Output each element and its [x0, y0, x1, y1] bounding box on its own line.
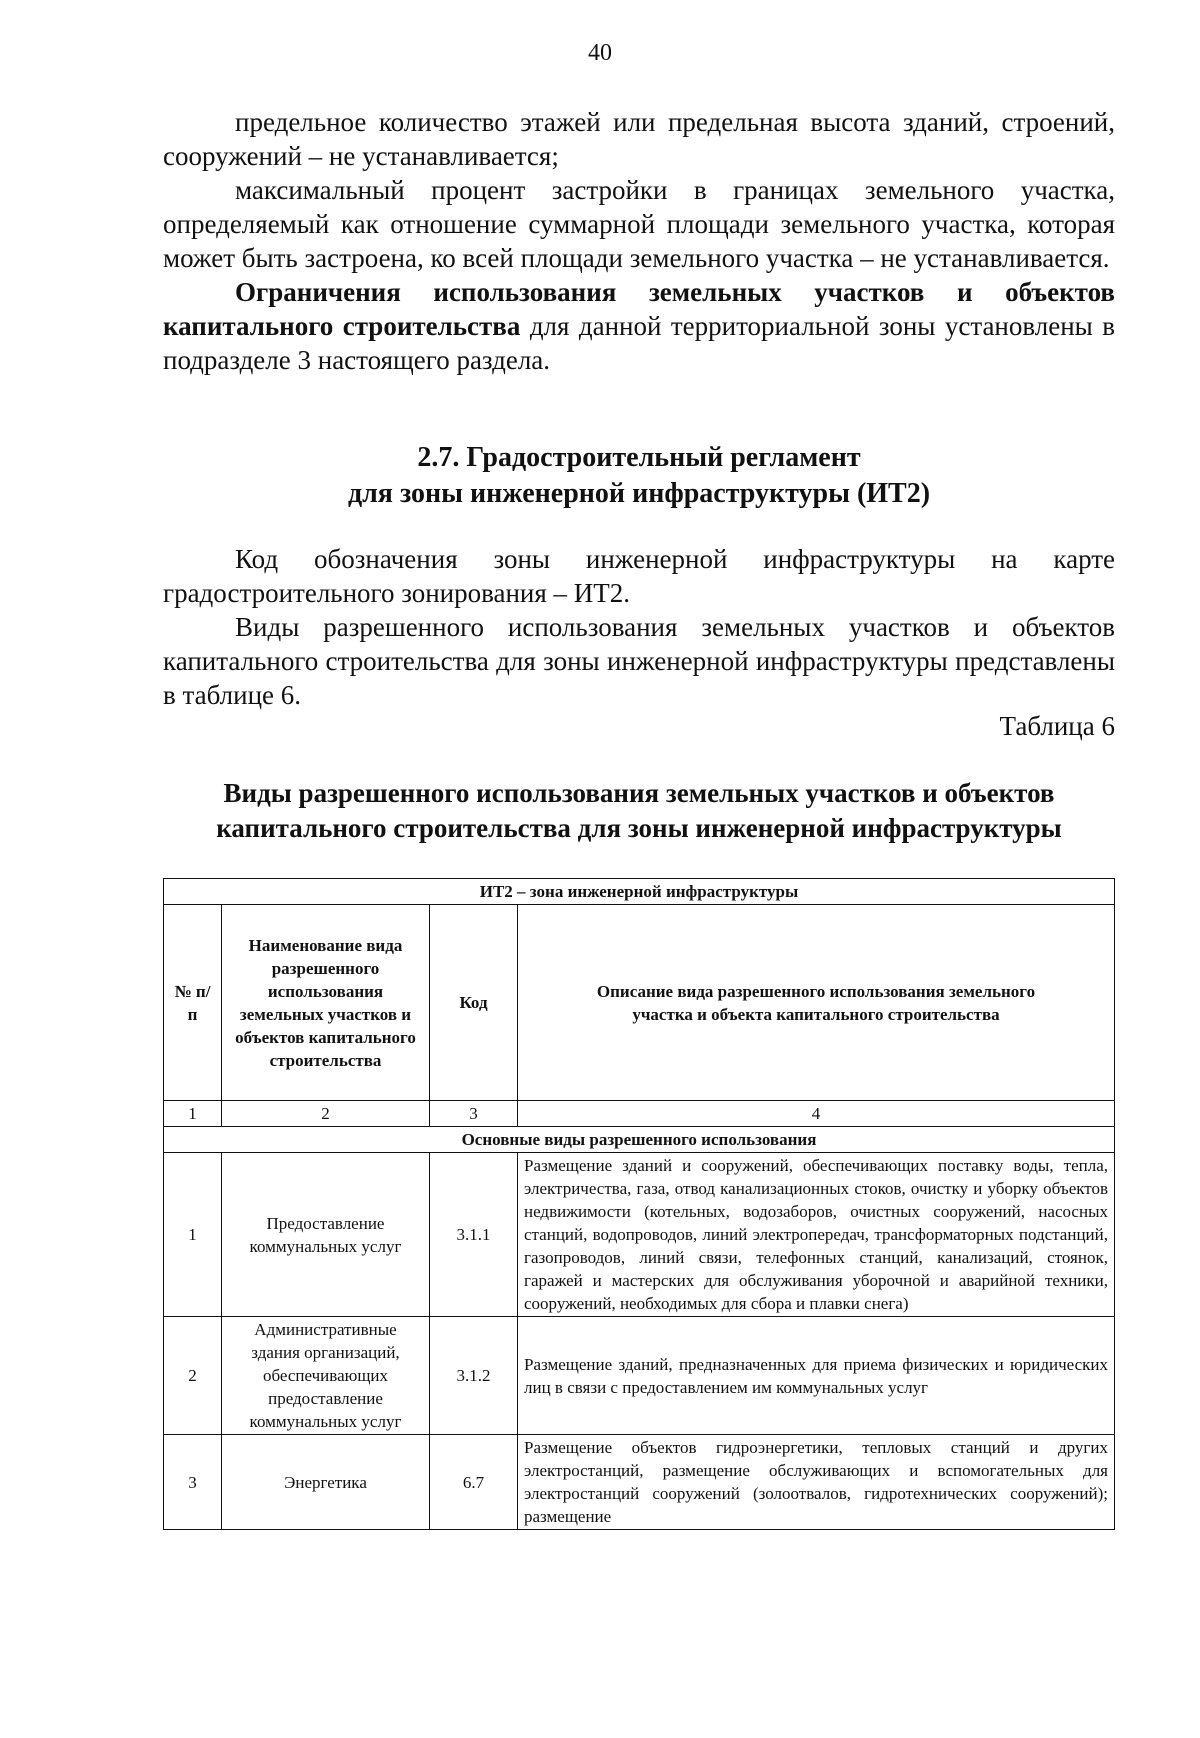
paragraph-zone-code: Код обозначения зоны инженерной инфраструктуры на карте градостроительного зонирования – ИТ2.: [163, 544, 1115, 608]
paragraph-restrictions: [163, 275, 1115, 377]
table-caption: Таблица 6: [999, 711, 1115, 741]
row-num: 1: [164, 1153, 222, 1317]
paragraph-uses-intro: Виды разрешенного использования земельных участков и объектов капитального строительства для зоны инженерной инфраструктуры представлены в таблице 6.: [163, 612, 1115, 710]
restrictions-bold: Ограничения использования земельных участков и объектов капитального строительства: [163, 277, 1115, 341]
col-header-code: Код: [430, 905, 518, 1101]
section-heading-line1: 2.7. Градостроительный регламент: [417, 442, 861, 473]
row-name: Административные здания организаций, обеспечивающих предоставление коммунальных услуг: [222, 1317, 430, 1435]
row-num: 3: [164, 1435, 222, 1530]
row-code: 3.1.1: [430, 1153, 518, 1317]
table-title-line2: капитального строительства для зоны инженерной инфраструктуры: [216, 813, 1062, 843]
intro-text: [163, 105, 1115, 377]
column-number-row: [164, 1101, 1115, 1127]
col-number: 2: [222, 1101, 430, 1127]
row-desc: Размещение объектов гидроэнергетики, тепловых станций и других электростанций, размещение обслуживающих и вспомогательных для электростанций сооружений (золоотвалов, гидротехнических сооружений); размещение: [518, 1435, 1115, 1530]
restrictions-rest: для данной территориальной зоны установлены в подразделе 3 настоящего раздела.: [163, 311, 1115, 375]
col-header-num: № п/п: [164, 905, 222, 1101]
table-row: [164, 1317, 1115, 1435]
row-name: Энергетика: [222, 1435, 430, 1530]
column-header-row: [164, 905, 1115, 1101]
zone-header-row: [164, 879, 1115, 905]
col-number: 4: [518, 1101, 1115, 1127]
table-title: [163, 776, 1115, 846]
row-num: 2: [164, 1317, 222, 1435]
zone-text: [163, 542, 1115, 712]
row-desc: Размещение зданий и сооружений, обеспечивающих поставку воды, тепла, электричества, газа, отвод канализационных стоков, очистку и уборку объектов недвижимости (котельных, водозаборов, очистных сооружений, насосных станций, водопроводов, линий электропередач, трансформаторных подстанций, газопроводов, линий связи, телефонных станций, канализаций, стоянок, гаражей и мастерских для обслуживания уборочной и аварийной техники, сооружений, необходимых для сбора и плавки снега): [518, 1153, 1115, 1317]
table-row: [164, 1435, 1115, 1530]
row-code: 3.1.2: [430, 1317, 518, 1435]
paragraph-floors: предельное количество этажей или предельная высота зданий, строений, сооружений – не устанавливается;: [163, 107, 1115, 171]
row-name: Предоставление коммунальных услуг: [222, 1153, 430, 1317]
col-header-name: Наименование вида разрешенного использования земельных участков и объектов капитального строительства: [222, 905, 430, 1101]
page-number: 40: [588, 40, 612, 66]
group-header-row: [164, 1127, 1115, 1153]
col-header-desc: Описание вида разрешенного использования земельного участка и объекта капитального строительства: [518, 905, 1115, 1101]
row-code: 6.7: [430, 1435, 518, 1530]
uses-table: [163, 878, 1115, 1530]
col-number: 3: [430, 1101, 518, 1127]
zone-header-cell: ИТ2 – зона инженерной инфраструктуры: [164, 879, 1115, 905]
group-header-cell: Основные виды разрешенного использования: [164, 1127, 1115, 1153]
section-heading-line2: для зоны инженерной инфраструктуры (ИТ2): [347, 478, 931, 509]
table-title-line1: Виды разрешенного использования земельных участков и объектов: [223, 778, 1055, 808]
table-row: [164, 1153, 1115, 1317]
row-desc: Размещение зданий, предназначенных для приема физических и юридических лиц в связи с предоставлением им коммунальных услуг: [518, 1317, 1115, 1435]
paragraph-build-percent: максимальный процент застройки в границах земельного участка, определяемый как отношение суммарной площади земельного участка, которая может быть застроена, ко всей площади земельного участка – не устанавливается.: [163, 175, 1115, 273]
section-heading: [163, 440, 1115, 512]
col-number: 1: [164, 1101, 222, 1127]
